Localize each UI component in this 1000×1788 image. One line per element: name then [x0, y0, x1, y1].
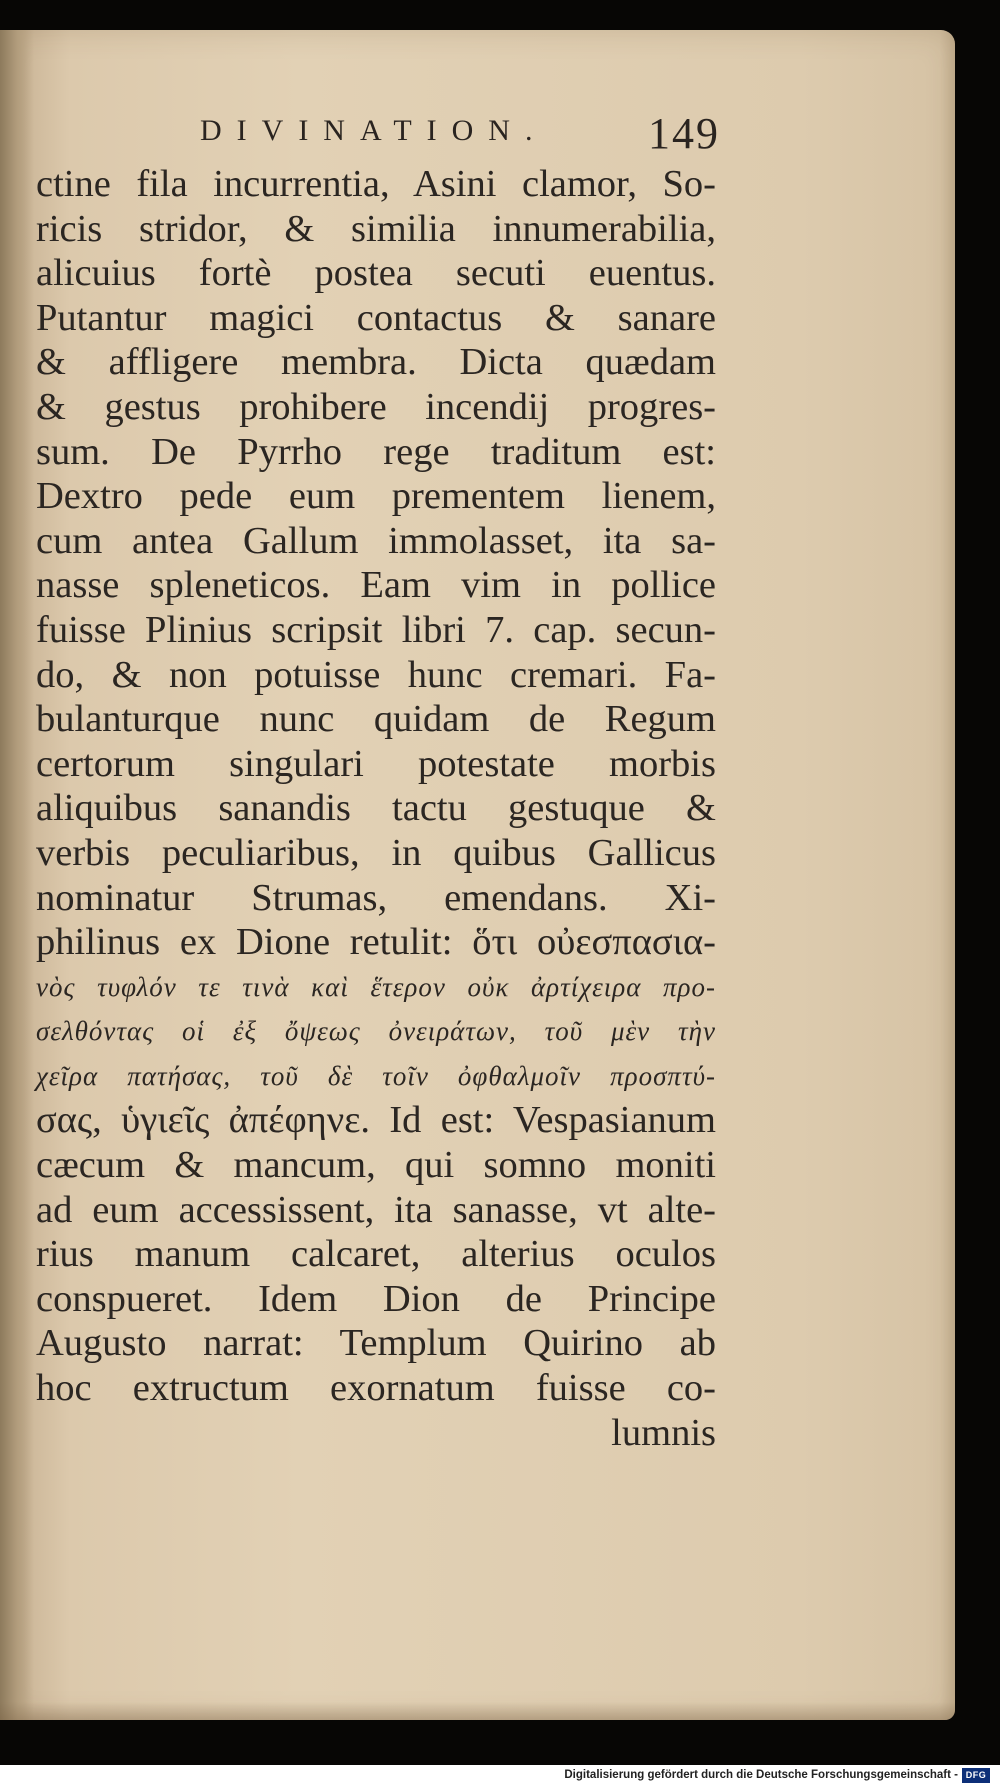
body-text: [36, 162, 716, 1455]
catchword: lumnis: [611, 1411, 716, 1454]
digitization-footer: [0, 1765, 1000, 1788]
text-line: alicuius fortè postea secuti euentus.: [36, 252, 716, 295]
text-line: conspueret. Idem Dion de Principe: [36, 1277, 716, 1320]
text-line: bulanturque nunc quidam de Regum: [36, 698, 716, 741]
text-line: aliquibus sanandis tactu gestuque &: [36, 787, 716, 830]
text-line: rius manum calcaret, alterius oculos: [36, 1233, 716, 1276]
text-line: hoc extructum exornatum fuisse co-: [36, 1367, 716, 1410]
text-line: Augusto narrat: Templum Quirino ab: [36, 1322, 716, 1365]
dfg-logo-icon: DFG: [962, 1768, 990, 1783]
text-line: sum. De Pyrrho rege traditum est:: [36, 430, 716, 473]
text-line: verbis peculiaribus, in quibus Gallicus: [36, 831, 716, 874]
text-line: philinus ex Dione retulit: ὅτι οὐεσπασια-: [36, 921, 716, 964]
text-line: ctine fila incurrentia, Asini clamor, So-: [36, 163, 716, 205]
text-line: cum antea Gallum immolasset, ita sa-: [36, 519, 716, 562]
text-line: Dextro pede eum prementem lienem,: [36, 475, 716, 518]
greek-text-line: χεῖρα πατήσας, τοῦ δὲ τοῖν ὀφθαλμοῖν προσπτύ-: [36, 1060, 716, 1091]
text-line: σας, ὑγιεῖς ἀπέφηνε. Id est: Vespasianum: [36, 1099, 716, 1142]
text-line: ad eum accessissent, ita sanasse, vt alte-: [36, 1188, 716, 1231]
page-header: [200, 108, 720, 158]
greek-text-line: νὸς τυφλόν τε τινὰ καὶ ἕτερον οὐκ ἀρτίχειρα προ-: [36, 971, 716, 1002]
text-line: certorum singulari potestate morbis: [36, 742, 716, 785]
text-line: & gestus prohibere incendij progres-: [36, 385, 716, 428]
text-line: cæcum & mancum, qui somno moniti: [36, 1144, 716, 1187]
page-number: 149: [648, 109, 720, 158]
text-line: nasse spleneticos. Eam vim in pollice: [36, 564, 716, 607]
book-page: [0, 30, 955, 1720]
text-line: nominatur Strumas, emendans. Xi-: [36, 876, 716, 919]
text-line: Putantur magici contactus & sanare: [36, 296, 716, 339]
text-line: do, & non potuisse hunc cremari. Fa-: [36, 653, 716, 696]
text-line: fuisse Plinius scripsit libri 7. cap. secun-: [36, 608, 716, 651]
running-head: DIVINATION.: [200, 114, 548, 147]
text-line: ricis stridor, & similia innumerabilia,: [36, 207, 716, 250]
greek-text-line: σελθόντας οἱ ἐξ ὄψεως ὀνειράτων, τοῦ μὲν τὴν: [36, 1016, 716, 1047]
text-line: & affligere membra. Dicta quædam: [36, 341, 716, 384]
funding-credit: Digitalisierung gefördert durch die Deutsche Forschungsgemeinschaft -: [564, 1769, 958, 1781]
